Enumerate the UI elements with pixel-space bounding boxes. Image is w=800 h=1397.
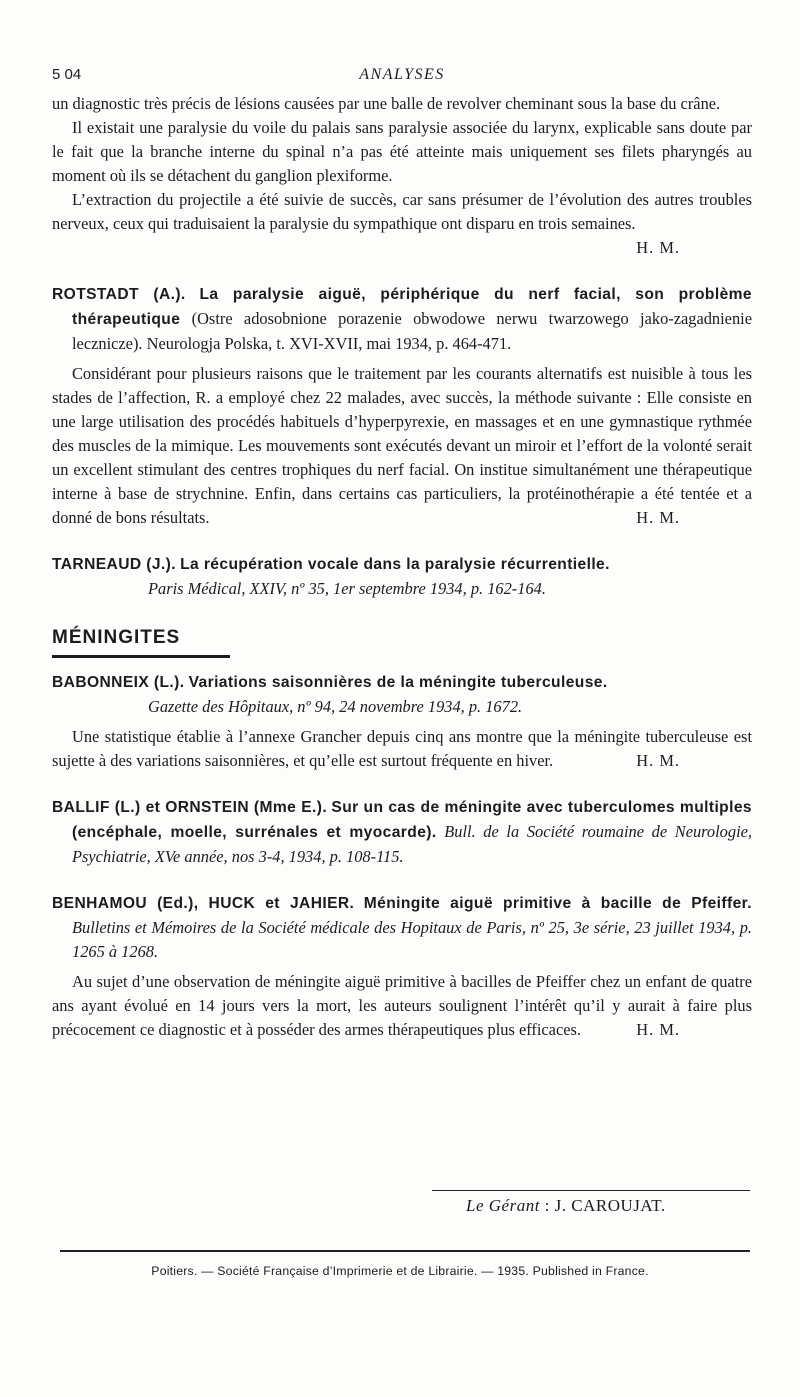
entry-author: BENHAMOU (Ed.), HUCK et JAHIER. [52,895,355,912]
entry-rotstadt [52,282,752,530]
page-body [52,62,752,1042]
entry-reference: Gazette des Hôpitaux, nº 94, 24 novembre 1934, p. 1672. [148,697,523,716]
running-header [52,62,752,92]
entry-abstract: Considérant pour plusieurs raisons que le traitement par les courants alternatifs est nuisible à tous les stades de l’affection, R. a employé chez 22 malades, avec succès, la méthode suivante : Elle consiste en une large utilisation des procédés habituels d’hyperpyrexie, en massages et en une gymnastique rythmée des muscles de la mimique. Les mouvements sont exécutés devant un miroir et l’effort de la volonté serait un excellent stimulant des centres trophiques du nerf facial. On institue simultanément une thérapeutique interne à base de strychnine. Enfin, dans certains cas particuliers, la protéinothérapie a été tentée et a donné de bons résultats. H. M. [52,362,752,530]
section-heading [52,627,232,658]
signature: H. M. [636,238,680,257]
entry-reference: Bulletins et Mémoires de la Société médicale des Hopitaux de Paris, nº 25, 3e série, 23 juillet 1934, p. 1265 à 1268. [72,918,752,961]
signature: H. M. [636,751,680,770]
entry-heading [52,552,752,577]
running-title: ANALYSES [359,66,445,83]
entry-heading [52,282,752,356]
entry-reference: Bull. de la Société roumaine de Neurologie, Psychiatrie, XVe année, nos 3-4, 1934, p. 108-115. [72,822,752,866]
gerant-name: J. CAROUJAT. [554,1196,666,1215]
entry-title: La récupération vocale dans la paralysie récurrentielle. [180,556,610,573]
entry-tarneaud [52,552,752,601]
gerant-label: Le Gérant [466,1196,540,1215]
entry-author: BALLIF (L.) et ORNSTEIN (Mme E.). [52,799,328,816]
continuation-paragraph-2: Il existait une paralysie du voile du palais sans paralysie associée du larynx, explicable sans doute par le fait que la branche interne du spinal n’a pas été atteinte mais uniquement ses filets pharyngés au moment où ils se détachent du ganglion plexiforme. [52,118,752,185]
entry-abstract: Au sujet d’une observation de méningite aiguë primitive à bacilles de Pfeiffer chez un enfant de quatre ans ayant évolué en 14 jours vers la mort, les auteurs soulignent l’intérêt qu’il y aurait à faire plus précocement ce diagnostic et à posséder des armes thérapeutiques plus efficaces. H. M. [52,970,752,1042]
entry-abstract: Une statistique établie à l’annexe Grancher depuis cinq ans montre que la méningite tuberculeuse est sujette à des variations saisonnières, et qu’elle est surtout fréquente en hiver. H. M. [52,725,752,773]
entry-heading [52,795,752,869]
continuation-paragraph-3: L’extraction du projectile a été suivie de succès, car sans présumer de l’évolution des autres troubles nerveux, ceux qui traduisaient la paralysie du sympathique ont disparu en trois semaines. H. M. [52,188,752,260]
continuation-paragraph-1: un diagnostic très précis de lésions causées par une balle de revolver cheminant sous la base du crâne. [52,94,721,113]
entry-reference: (Ostre adosobnione porazenie obwodowe nerwu twarzowego jako-zagadnienie lecznicze). Neurologja Polska, t. XVI-XVII, mai 1934, p. 464-471. [72,309,752,353]
imprint: Poitiers. — Société Française d’Imprimerie et de Librairie. — 1935. Published in France. [151,1264,649,1278]
gerant-line [466,1196,666,1216]
section-title: MÉNINGITES [52,627,181,648]
signature: H. M. [636,508,680,527]
entry-benhamou [52,891,752,1042]
entry-ballif [52,795,752,869]
footer-rule [60,1250,750,1252]
entry-heading [52,670,752,695]
gerant-separator: : [544,1196,550,1215]
section-rule [52,655,230,658]
signature: H. M. [636,1020,680,1039]
entry-title: Sur un cas de méningite avec tuberculomes multiples (encéphale, moelle, surrénales et myocarde). [72,799,752,841]
entry-title: Méningite aiguë primitive à bacille de Pfeiffer. [363,895,753,912]
entry-reference: Paris Médical, XXIV, nº 35, 1er septembre 1934, p. 162-164. [148,579,546,598]
gerant-rule [432,1190,750,1191]
entry-author: TARNEAUD (J.). [52,556,176,573]
entry-heading [52,891,752,964]
entry-author: ROTSTADT (A.). [52,286,186,303]
entry-author: BABONNEIX (L.). [52,674,185,691]
page-number: 5 04 [52,66,82,83]
entry-title: La paralysie aiguë, périphérique du nerf facial, son problème thérapeutique [72,286,752,328]
entry-babonneix [52,670,752,773]
entry-title: Variations saisonnières de la méningite tuberculeuse. [188,674,608,691]
